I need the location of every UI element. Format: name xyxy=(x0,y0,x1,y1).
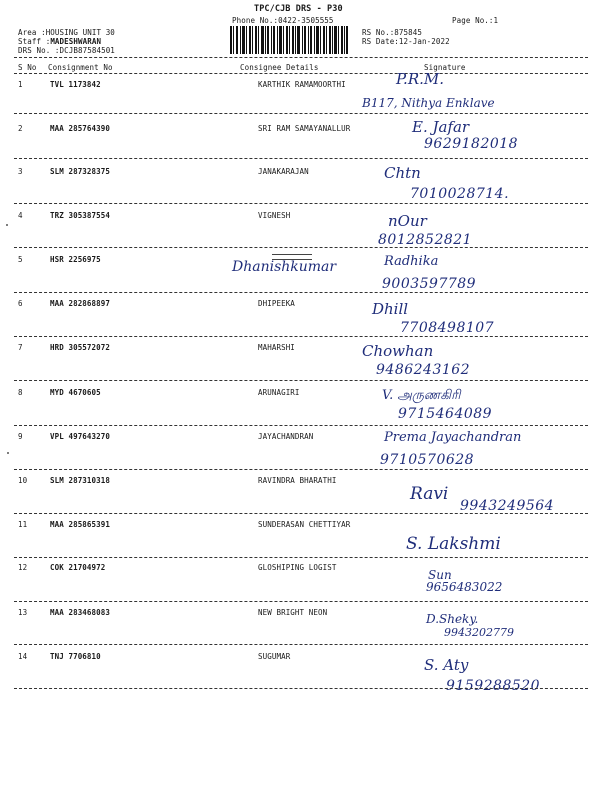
header-rule-top xyxy=(14,57,588,58)
row-consignment: SLM 287310318 xyxy=(50,476,110,485)
row-phone: 9943202779 xyxy=(444,626,514,639)
row-consignee: JANAKARAJAN xyxy=(258,167,309,176)
row-consignee: JAYACHANDRAN xyxy=(258,432,314,441)
staff-label: Staff : xyxy=(18,37,51,46)
drs-number: DRS No. :DCJB87584501 xyxy=(18,46,115,55)
row-signature: Ravi xyxy=(410,484,449,504)
page-number: Page No.:1 xyxy=(452,16,499,25)
row-consignment: MAA 285764390 xyxy=(50,124,110,133)
row-signature: P.R.M. xyxy=(396,70,445,88)
row-divider xyxy=(14,158,588,159)
row-divider xyxy=(14,113,588,114)
row-consignee: SUNDERASAN CHETTIYAR xyxy=(258,520,351,529)
row-consignee: RAVINDRA BHARATHI xyxy=(258,476,337,485)
row-divider xyxy=(14,292,588,293)
row-phone: 9715464089 xyxy=(398,406,493,422)
row-consignee: ARUNAGIRI xyxy=(258,388,300,397)
scan-speck xyxy=(7,452,9,454)
staff-name: MADESHWARAN xyxy=(50,37,102,46)
row-sno: 7 xyxy=(18,343,23,352)
row-consignee: MAHARSHI xyxy=(258,343,295,352)
row-phone: 9486243162 xyxy=(376,362,471,378)
row-phone: 9656483022 xyxy=(426,580,503,594)
row-sno: 9 xyxy=(18,432,23,441)
row-divider xyxy=(14,380,588,381)
row-divider xyxy=(14,688,588,689)
staff-line xyxy=(18,37,101,46)
row-phone: 9629182018 xyxy=(424,136,519,152)
row-divider xyxy=(14,557,588,558)
row-sno: 13 xyxy=(18,608,28,617)
row-signature: Chowhan xyxy=(362,342,434,360)
col-consignment-header: Consignment No xyxy=(48,63,113,72)
row-phone: 8012852821 xyxy=(378,232,473,248)
row-phone: 9159288520 xyxy=(446,678,541,694)
row-consignment: SLM 287328375 xyxy=(50,167,110,176)
row-consignment: TNJ 7706810 xyxy=(50,652,101,661)
area-label: Area :HOUSING UNIT 30 xyxy=(18,28,115,37)
document-title: TPC/CJB DRS - P30 xyxy=(254,4,343,14)
row-divider xyxy=(14,469,588,470)
row-consignment: HSR 2256975 xyxy=(50,255,101,264)
row-consignment: COK 21704972 xyxy=(50,563,106,572)
barcode xyxy=(230,26,348,54)
row-phone: 9943249564 xyxy=(460,498,555,514)
row-divider xyxy=(14,601,588,602)
row-phone: 9710570628 xyxy=(380,452,475,468)
row-sno: 11 xyxy=(18,520,28,529)
row-divider xyxy=(14,247,588,248)
phone-number: Phone No.:0422-3505555 xyxy=(232,16,334,25)
row-signature: Prema Jayachandran xyxy=(384,430,522,445)
row-consignee: NEW BRIGHT NEON xyxy=(258,608,328,617)
row-consignee: VIGNESH xyxy=(258,211,291,220)
row-signature: E. Jafar xyxy=(412,118,470,136)
row-consignee: KARTHIK RAMAMOORTHI xyxy=(258,80,346,89)
row-consignment: VPL 497643270 xyxy=(50,432,110,441)
row-consignment: MAA 285865391 xyxy=(50,520,110,529)
rs-number: RS No.:875845 xyxy=(362,28,422,37)
row-consignment: TRZ 305387554 xyxy=(50,211,110,220)
row-sno: 14 xyxy=(18,652,28,661)
row-phone: 9003597789 xyxy=(382,276,477,292)
row-signature: Dhill xyxy=(372,300,409,318)
row-consignee: Dhanishkumar xyxy=(232,259,337,275)
row-consignee: GLOSHIPING LOGIST xyxy=(258,563,337,572)
row-signature: D.Sheky. xyxy=(426,612,479,626)
row-signature: Chtn xyxy=(384,164,421,182)
row-sno: 6 xyxy=(18,299,23,308)
row-divider xyxy=(14,336,588,337)
row-sno: 3 xyxy=(18,167,23,176)
row-signature: nOur xyxy=(388,212,427,230)
row-signature: V. அருணகிரி xyxy=(382,388,461,403)
col-consignee-header: Consignee Details xyxy=(240,63,319,72)
row-consignment: TVL 1173842 xyxy=(50,80,101,89)
row-phone: 7010028714. xyxy=(410,186,510,202)
row-sno: 1 xyxy=(18,80,23,89)
header-rule-bottom xyxy=(14,73,588,74)
row-consignment: MAA 282868897 xyxy=(50,299,110,308)
row-consignee: SUGUMAR xyxy=(258,652,291,661)
row-signature: Radhika xyxy=(384,254,439,269)
row-consignment: MAA 283468083 xyxy=(50,608,110,617)
row-sno: 8 xyxy=(18,388,23,397)
row-divider xyxy=(14,644,588,645)
row-signature: S. Aty xyxy=(424,656,469,674)
row-phone: 7708498107 xyxy=(400,320,495,336)
row-handwritten-note: B117, Nithya Enklave xyxy=(362,96,495,110)
row-consignment: MYD 4670605 xyxy=(50,388,101,397)
row-sno: 12 xyxy=(18,563,28,572)
row-divider xyxy=(14,203,588,204)
row-divider xyxy=(14,425,588,426)
scan-speck xyxy=(6,224,8,226)
row-signature: Sun xyxy=(428,568,452,582)
row-sno: 5 xyxy=(18,255,23,264)
col-signature-header: Signature xyxy=(424,63,466,72)
row-consignment: HRD 305572072 xyxy=(50,343,110,352)
row-sno: 10 xyxy=(18,476,28,485)
col-sno-header: S No xyxy=(18,63,37,72)
row-consignee: DHIPEEKA xyxy=(258,299,295,308)
row-signature: S. Lakshmi xyxy=(406,534,501,554)
rs-date: RS Date:12-Jan-2022 xyxy=(362,37,450,46)
row-sno: 4 xyxy=(18,211,23,220)
row-consignee: SRI RAM SAMAYANALLUR xyxy=(258,124,351,133)
row-sno: 2 xyxy=(18,124,23,133)
row-divider xyxy=(14,513,588,514)
